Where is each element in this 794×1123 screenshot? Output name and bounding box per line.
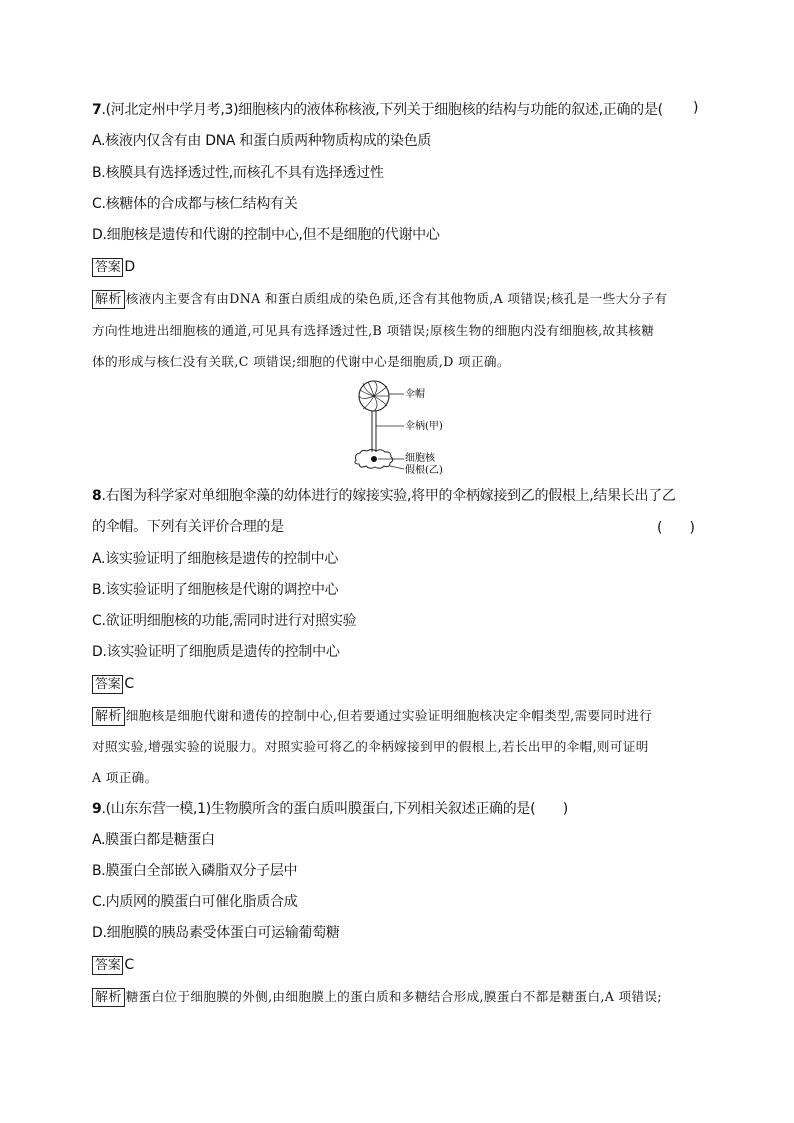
label-rhizoid: 假根(乙) xyxy=(405,465,443,475)
q7-option-a: A.核液内仅含有由 DNA 和蛋白质两种物质构成的染色质 xyxy=(92,133,432,149)
q8-explanation-line-1 xyxy=(92,706,652,726)
q7-answer xyxy=(92,257,135,277)
q8-number: 8 xyxy=(92,488,102,504)
q8-option-a: A.该实验证明了细胞核是遗传的控制中心 xyxy=(92,551,339,567)
q8-explanation-line-3: A 项正确。 xyxy=(92,770,158,785)
q8-answer xyxy=(92,674,134,694)
acetabularia-figure xyxy=(350,380,500,475)
explanation-label: 解析 xyxy=(92,707,125,726)
q7-stem xyxy=(92,100,663,120)
q9-stem xyxy=(92,799,568,819)
q9-answer-value: C xyxy=(124,957,134,973)
q8-option-d: D.该实验证明了细胞质是遗传的控制中心 xyxy=(92,644,340,660)
q9-number: 9 xyxy=(92,801,102,817)
q7-number: 7 xyxy=(92,102,102,118)
explanation-label: 解析 xyxy=(92,988,125,1007)
q7-paren-close: ) xyxy=(693,100,699,116)
q7-explanation-line-2: 方向性地进出细胞核的通道,可见具有选择透过性,B 项错误;原核生物的细胞内没有细胞核,故其核糖 xyxy=(92,323,655,338)
nucleus-dot xyxy=(371,456,377,462)
q7-explanation-line-3: 体的形成与核仁没有关联,C 项错误;细胞的代谢中心是细胞质,D 项正确。 xyxy=(92,354,510,369)
q9-explanation-text-1: 糖蛋白位于细胞膜的外侧,由细胞膜上的蛋白质和多糖结合形成,膜蛋白不都是糖蛋白,A 项错误; xyxy=(125,989,662,1004)
q8-answer-value: C xyxy=(124,676,134,692)
label-cap: 伞帽 xyxy=(405,389,425,400)
label-nucleus: 细胞核 xyxy=(405,453,435,464)
q8-explanation-text-1: 细胞核是细胞代谢和遗传的控制中心,但若要通过实验证明细胞核决定伞帽类型,需要同时进行 xyxy=(125,708,653,723)
q7-option-d: D.细胞核是遗传和代谢的控制中心,但不是细胞的代谢中心 xyxy=(92,227,440,243)
q9-answer xyxy=(92,955,134,975)
explanation-label: 解析 xyxy=(92,290,125,309)
q9-option-d: D.细胞膜的胰岛素受体蛋白可运输葡萄糖 xyxy=(92,925,340,941)
q7-explanation-line-1 xyxy=(92,289,667,309)
q7-option-c: C.核糖体的合成都与核仁结构有关 xyxy=(92,196,298,212)
q9-explanation-line-1 xyxy=(92,987,662,1007)
q8-explanation-line-2: 对照实验,增强实验的说服力。对照实验可将乙的伞柄嫁接到甲的假根上,若长出甲的伞帽,则可证明 xyxy=(92,739,649,754)
q8-stem-line-2: 的伞帽。下列有关评价合理的是 xyxy=(92,519,284,535)
q8-paren: ( ) xyxy=(657,520,695,536)
q9-option-c: C.内质网的膜蛋白可催化脂质合成 xyxy=(92,894,298,910)
answer-label: 答案 xyxy=(92,258,123,277)
q7-stem-text: .(河北定州中学月考,3)细胞核内的液体称核液,下列关于细胞核的结构与功能的叙述,正确的是( xyxy=(101,102,663,118)
label-stalk: 伞柄(甲) xyxy=(405,421,443,432)
q9-option-b: B.膜蛋白全部嵌入磷脂双分子层中 xyxy=(92,863,298,879)
q8-option-c: C.欲证明细胞核的功能,需同时进行对照实验 xyxy=(92,613,357,629)
q8-stem-text: .右图为科学家对单细胞伞藻的幼体进行的嫁接实验,将甲的伞柄嫁接到乙的假根上,结果长出了乙 xyxy=(101,488,676,504)
q7-answer-value: D xyxy=(124,259,135,275)
answer-label: 答案 xyxy=(92,956,123,975)
q9-stem-text: .(山东东营一模,1)生物膜所含的蛋白质叫膜蛋白,下列相关叙述正确的是( ) xyxy=(101,801,568,817)
q7-explanation-text-1: 核液内主要含有由DNA 和蛋白质组成的染色质,还含有其他物质,A 项错误;核孔是一些大分子有 xyxy=(125,291,668,306)
acetabularia-diagram xyxy=(350,380,500,475)
answer-label: 答案 xyxy=(92,675,123,694)
q7-option-b: B.核膜具有选择透过性,而核孔不具有选择透过性 xyxy=(92,165,384,181)
q8-option-b: B.该实验证明了细胞核是代谢的调控中心 xyxy=(92,582,339,598)
q8-stem-line-1 xyxy=(92,486,676,506)
q9-option-a: A.膜蛋白都是糖蛋白 xyxy=(92,832,215,848)
